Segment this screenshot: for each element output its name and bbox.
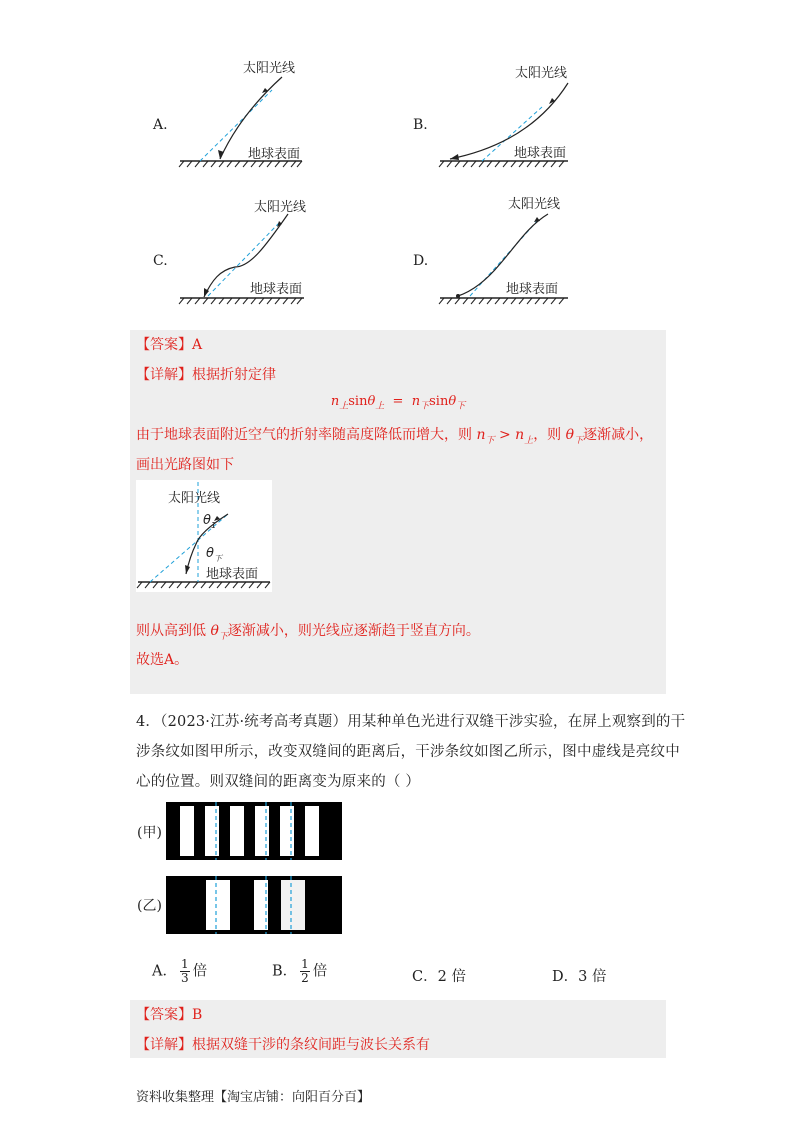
option-b-letter: B. xyxy=(413,117,428,133)
snell-formula: $n_上\sin\theta_上 = n_下\sin\theta_下$ xyxy=(330,394,466,412)
answer-tag: 【答案】 xyxy=(136,337,192,353)
choice-a[interactable]: A． $\frac{1}{3}$ 倍 xyxy=(152,957,208,985)
label-yi: (乙) xyxy=(137,898,162,914)
label-jia: (甲) xyxy=(137,825,162,841)
q4-stem-line-3: 心的位置。则双缝间的距离变为原来的（ ） xyxy=(136,774,421,790)
option-a-letter: A. xyxy=(153,117,168,133)
option-b-ray-label: 太阳光线 xyxy=(515,66,568,81)
fig-surface-label: 地球表面 xyxy=(206,567,259,582)
option-d-ray-label: 太阳光线 xyxy=(508,197,561,212)
q4-answer-line: 【答案】B xyxy=(136,1007,203,1023)
reason-line-1: 由于地球表面附近空气的折射率随高度降低而增大，则 $n_下 > n_上$，则 $\theta_下$逐渐减小， xyxy=(136,427,654,446)
option-a-ray-label: 太阳光线 xyxy=(243,61,296,76)
choice-d[interactable]: D．3 倍 xyxy=(552,969,607,985)
fig-theta-2: $\theta_下$ xyxy=(206,546,222,563)
q4-explain-line: 【详解】根据双缝干涉的条纹间距与波长关系有 xyxy=(136,1037,430,1053)
option-a-surface-label: 地球表面 xyxy=(248,147,301,162)
conclusion-line: 则从高到低 $\theta_下$逐渐减小，则光线应逐渐趋于竖直方向。 xyxy=(136,623,480,642)
fringe-pattern-jia xyxy=(166,802,342,860)
q4-answer-panel xyxy=(130,1000,666,1058)
choice-b[interactable]: B． $\frac{1}{2}$ 倍 xyxy=(272,957,328,985)
explain-tag: 【详解】 xyxy=(136,367,192,383)
q3-explain-line xyxy=(136,364,276,384)
explain-lead: 根据折射定律 xyxy=(192,367,276,383)
option-d-diagram xyxy=(430,192,630,317)
light-path-figure xyxy=(136,480,272,592)
q3-answer-panel xyxy=(130,330,666,694)
option-a-diagram xyxy=(170,55,370,180)
q4-stem-line-1: 4．（2023·江苏·统考高考真题）用某种单色光进行双缝干涉实验，在屏上观察到的干 xyxy=(136,714,686,730)
fringe-pattern-yi xyxy=(166,876,342,934)
option-c-diagram xyxy=(170,192,370,317)
fig-ray-label: 太阳光线 xyxy=(168,491,221,506)
option-d-letter: D. xyxy=(413,253,429,269)
q3-answer-line xyxy=(136,334,202,354)
page-footer: 资料收集整理【淘宝店铺：向阳百分百】 xyxy=(136,1090,371,1105)
option-b-diagram xyxy=(430,55,630,180)
fig-theta-1: $\theta_1$ xyxy=(203,513,217,530)
option-c-letter: C. xyxy=(153,253,168,269)
option-d-surface-label: 地球表面 xyxy=(506,282,559,297)
option-c-ray-label: 太阳光线 xyxy=(254,200,307,215)
option-c-surface-label: 地球表面 xyxy=(250,282,303,297)
reason-line-2: 画出光路图如下 xyxy=(136,457,234,473)
choice-c[interactable]: C．2 倍 xyxy=(412,969,466,985)
answer-value: A xyxy=(192,337,203,353)
choose-line: 故选A。 xyxy=(136,652,189,668)
option-b-surface-label: 地球表面 xyxy=(514,146,567,161)
q4-stem-line-2: 涉条纹如图甲所示，改变双缝间的距离后，干涉条纹如图乙所示，图中虚线是亮纹中 xyxy=(136,744,680,760)
